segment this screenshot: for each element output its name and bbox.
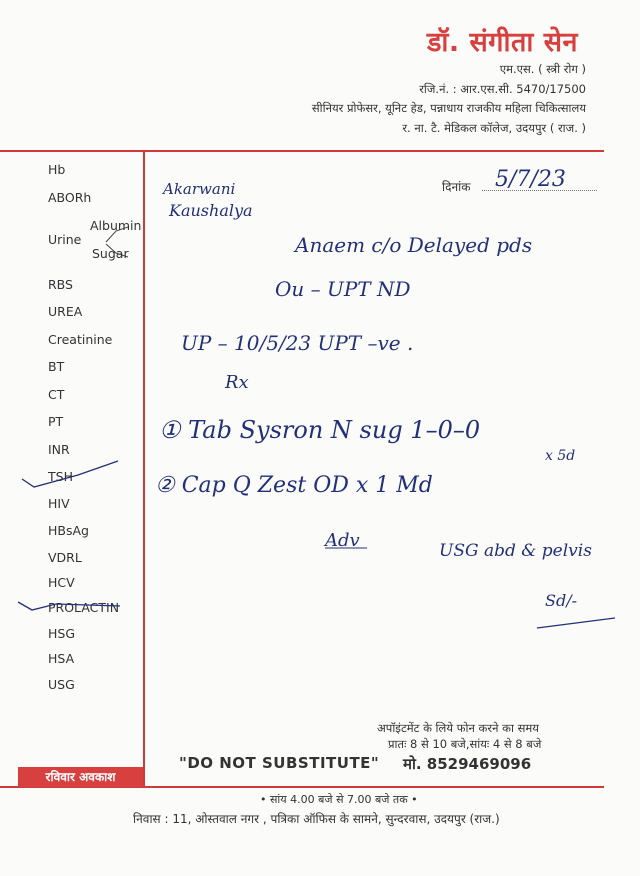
test-rbs: RBS — [48, 277, 73, 292]
test-sugar: Sugar — [92, 246, 129, 261]
test-hiv: HIV — [48, 496, 70, 511]
hw-signature: Sd/- — [545, 591, 577, 610]
appointment-timing: प्रातः 8 से 10 बजे,सांयः 4 से 8 बजे — [388, 737, 542, 751]
hw-item2: ② Cap Q Zest OD x 1 Md — [155, 473, 433, 498]
hw-advice-text: USG abd & pelvis — [439, 541, 592, 561]
test-ct: CT — [48, 387, 65, 402]
sunday-holiday-badge: रविवार अवकाश — [18, 767, 143, 787]
test-tsh: TSH — [48, 469, 73, 484]
test-prolactin: PROLACTIN — [48, 600, 120, 615]
phone-number: मो. 8529469096 — [403, 755, 532, 773]
doctor-designation: सीनियर प्रोफेसर, यूनिट हेड, पन्नाधाय राजकीय महिला चिकित्सालय — [311, 101, 586, 115]
date-label: दिनांक — [442, 180, 471, 194]
doctor-degree: एम.एस. ( स्त्री रोग ) — [499, 62, 586, 76]
test-hb: Hb — [48, 162, 66, 177]
test-hsa: HSA — [48, 651, 75, 666]
doctor-name: डॉ. संगीता सेन — [426, 27, 578, 58]
hw-advice-label: Adv — [325, 530, 360, 551]
residence-address: निवास : 11, ओस्तवाल नगर , पत्रिका ऑफिस के सामने, सुन्दरवास, उदयपुर (राज.) — [133, 812, 500, 826]
hw-upt: UP – 10/5/23 UPT –ve . — [181, 331, 414, 355]
test-vdrl: VDRL — [48, 550, 82, 565]
test-hcv: HCV — [48, 575, 75, 590]
medical-college: र. ना. टै. मेडिकल कॉलेज, उदयपुर ( राज. ) — [402, 121, 586, 135]
do-not-substitute-notice: "DO NOT SUBSTITUTE" — [179, 754, 380, 772]
test-albumin: Albumin — [90, 218, 142, 233]
hw-history: Ou – UPT ND — [275, 277, 411, 301]
hw-date: 5/7/23 — [495, 167, 566, 192]
appointment-title: अपॉइंटमेंट के लिये फोन करने का समय — [377, 721, 539, 735]
test-pt: PT — [48, 414, 64, 429]
tsh-tick-icon — [18, 455, 128, 495]
registration-number: रजि.नं. : आर.एस.सी. 5470/17500 — [419, 82, 586, 96]
hw-patient-line2: Kaushalya — [169, 201, 253, 220]
test-urea: UREA — [48, 304, 83, 319]
test-hbsag: HBsAg — [48, 523, 89, 538]
test-creatinine: Creatinine — [48, 332, 113, 347]
hw-item1-duration: x 5d — [545, 448, 576, 464]
test-hsg: HSG — [48, 626, 76, 641]
handwritten-prescription — [145, 156, 615, 636]
test-bt: BT — [48, 359, 65, 374]
evening-timing: • सांय 4.00 बजे से 7.00 बजे तक • — [260, 793, 418, 806]
hw-item1: ① Tab Sysron N sug 1–0–0 — [159, 416, 481, 444]
test-aborh: ABORh — [48, 190, 92, 205]
test-urine: Urine — [48, 232, 82, 247]
header-divider — [0, 150, 604, 152]
test-inr: INR — [48, 442, 70, 457]
prolactin-tick-icon — [16, 590, 126, 620]
hw-patient-line1: Akarwani — [163, 180, 236, 198]
test-usg: USG — [48, 677, 75, 692]
hw-complaint: Anaem c/o Delayed pds — [295, 233, 533, 257]
hw-rx: Rx — [225, 372, 249, 393]
